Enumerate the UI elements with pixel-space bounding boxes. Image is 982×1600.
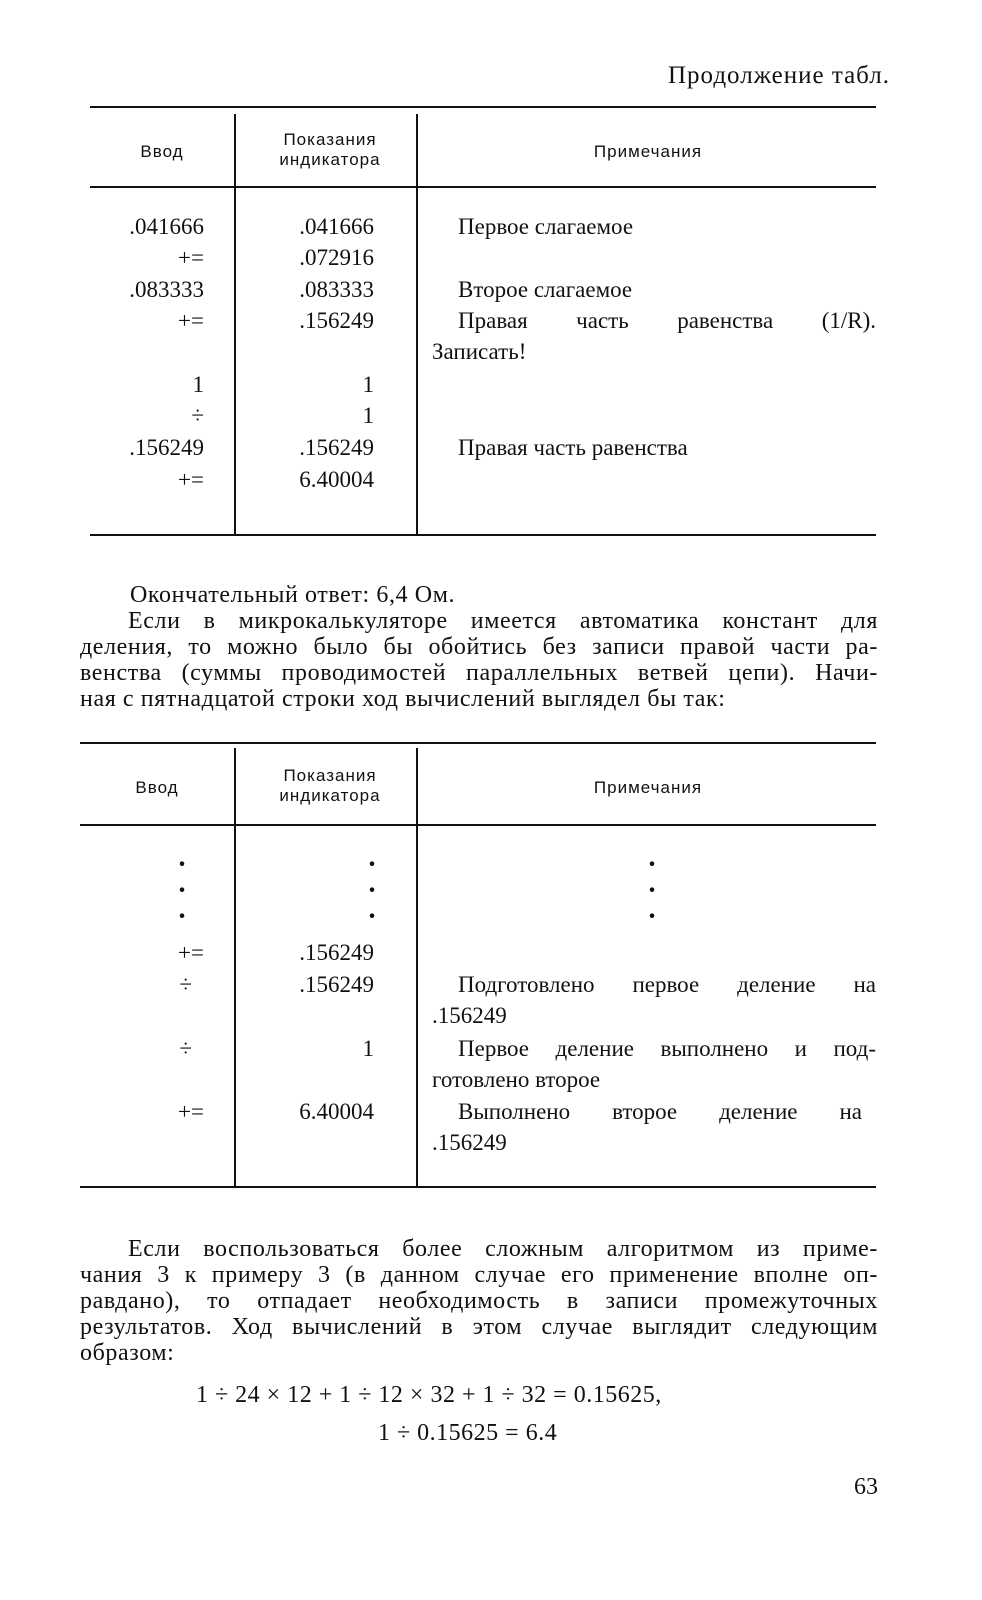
- header-indicator: Показания индикатора: [279, 130, 381, 169]
- paragraph-line: результатов. Ход вычислений в этом случае выглядит следующим: [80, 1314, 878, 1340]
- note-cell-continuation: .156249: [432, 1003, 507, 1028]
- table-1: [90, 106, 876, 538]
- table-header-rule: [90, 186, 876, 188]
- continuation-title: Продолжение табл.: [668, 62, 890, 89]
- input-cell: ÷: [179, 1036, 192, 1061]
- indicator-cell: .083333: [299, 277, 374, 302]
- note-cell: Подготовлено первое деление на: [458, 972, 876, 997]
- note-cell: Первое деление выполнено и под-: [458, 1036, 876, 1061]
- table-row: [90, 467, 876, 498]
- input-cell: +=: [178, 940, 204, 965]
- paragraph-1: [130, 582, 876, 608]
- table-row: [90, 277, 876, 308]
- paragraph-line: чания 3 к примеру 3 (в данном случае его применение вполне оп-: [80, 1262, 878, 1288]
- header-input: Ввод: [135, 778, 179, 797]
- paragraph-line: Если в микрокалькуляторе имеется автоматика констант для: [128, 608, 878, 634]
- ellipsis-dots: · · ·: [647, 849, 657, 932]
- note-cell: Правая часть равенства: [458, 435, 688, 460]
- note-cell: Выполнено второе деление на: [458, 1099, 862, 1124]
- table-row-continuation: [90, 1130, 876, 1161]
- note-cell-continuation: готовлено второе: [432, 1067, 601, 1092]
- table-2: [80, 742, 876, 1190]
- indicator-cell: 1: [362, 403, 374, 428]
- indicator-cell: .072916: [299, 245, 374, 270]
- page-number: 63: [854, 1474, 878, 1500]
- indicator-cell: .156249: [299, 308, 374, 333]
- indicator-cell: .156249: [299, 972, 374, 997]
- table-row: [90, 308, 876, 339]
- table-row: [90, 403, 876, 434]
- table-row: [90, 372, 876, 403]
- table-row: [90, 1036, 876, 1067]
- table-bottom-rule: [90, 534, 876, 536]
- indicator-cell: 1: [362, 1036, 374, 1061]
- ellipsis-dots: · · ·: [177, 849, 187, 932]
- formula-line-1: 1 ÷ 24 × 12 + 1 ÷ 12 × 32 + 1 ÷ 32 = 0.15625,: [196, 1382, 662, 1408]
- paragraph-line: Если воспользоваться более сложным алгоритмом из приме-: [128, 1236, 878, 1262]
- note-cell: Правая часть равенства (1/R).: [458, 308, 876, 333]
- note-cell: Первое слагаемое: [458, 214, 634, 239]
- input-cell: +=: [178, 467, 204, 492]
- table-row-continuation: [90, 1003, 876, 1034]
- header-indicator: Показания индикатора: [279, 766, 381, 805]
- paragraph-line: Окончательный ответ: 6,4 Ом.: [130, 582, 456, 608]
- table-row: [90, 1099, 876, 1130]
- note-cell: Второе слагаемое: [458, 277, 633, 302]
- header-notes: Примечания: [593, 142, 703, 161]
- table-header-rule: [80, 824, 876, 826]
- table-row: [90, 435, 876, 466]
- table-bottom-rule: [80, 1186, 876, 1188]
- paragraph-line: равдано), то отпадает необходимость в записи промежуточных: [80, 1288, 878, 1314]
- header-notes: Примечания: [593, 778, 703, 797]
- indicator-cell: .156249: [299, 435, 374, 460]
- formula-line-2: 1 ÷ 0.15625 = 6.4: [378, 1420, 558, 1446]
- indicator-cell: 6.40004: [299, 467, 374, 492]
- paragraph-line: деления, то можно было бы обойтись без записи правой части ра-: [80, 634, 878, 660]
- input-cell: 1: [192, 372, 204, 397]
- indicator-cell: .156249: [299, 940, 374, 965]
- input-cell: .041666: [129, 214, 204, 239]
- paragraph-line: ная с пятнадцатой строки ход вычислений выглядел бы так:: [80, 686, 726, 712]
- input-cell: +=: [178, 245, 204, 270]
- header-input: Ввод: [140, 142, 184, 161]
- input-cell: ÷: [179, 972, 192, 997]
- table-row: [90, 214, 876, 245]
- note-cell-continuation: .156249: [432, 1130, 507, 1155]
- ellipsis-dots: · · ·: [367, 849, 377, 932]
- input-cell: .083333: [129, 277, 204, 302]
- paragraph-2: [80, 1236, 878, 1366]
- table-top-rule: [80, 742, 876, 744]
- input-cell: +=: [178, 308, 204, 333]
- paragraph-line: венства (суммы проводимостей параллельных ветвей цепи). Начи-: [80, 660, 878, 686]
- input-cell: .156249: [129, 435, 204, 460]
- table-row-continuation: [90, 339, 876, 370]
- table-top-rule: [90, 106, 876, 108]
- note-cell-continuation: Записать!: [432, 339, 527, 364]
- input-cell: ÷: [191, 403, 204, 428]
- indicator-cell: 1: [362, 372, 374, 397]
- table-row: [90, 245, 876, 276]
- input-cell: +=: [178, 1099, 204, 1124]
- table-row: [90, 940, 876, 971]
- paragraph-line: образом:: [80, 1340, 175, 1366]
- indicator-cell: .041666: [299, 214, 374, 239]
- table-row: [90, 972, 876, 1003]
- indicator-cell: 6.40004: [299, 1099, 374, 1124]
- paragraph-1-body: [80, 608, 878, 712]
- table-row-continuation: [90, 1067, 876, 1098]
